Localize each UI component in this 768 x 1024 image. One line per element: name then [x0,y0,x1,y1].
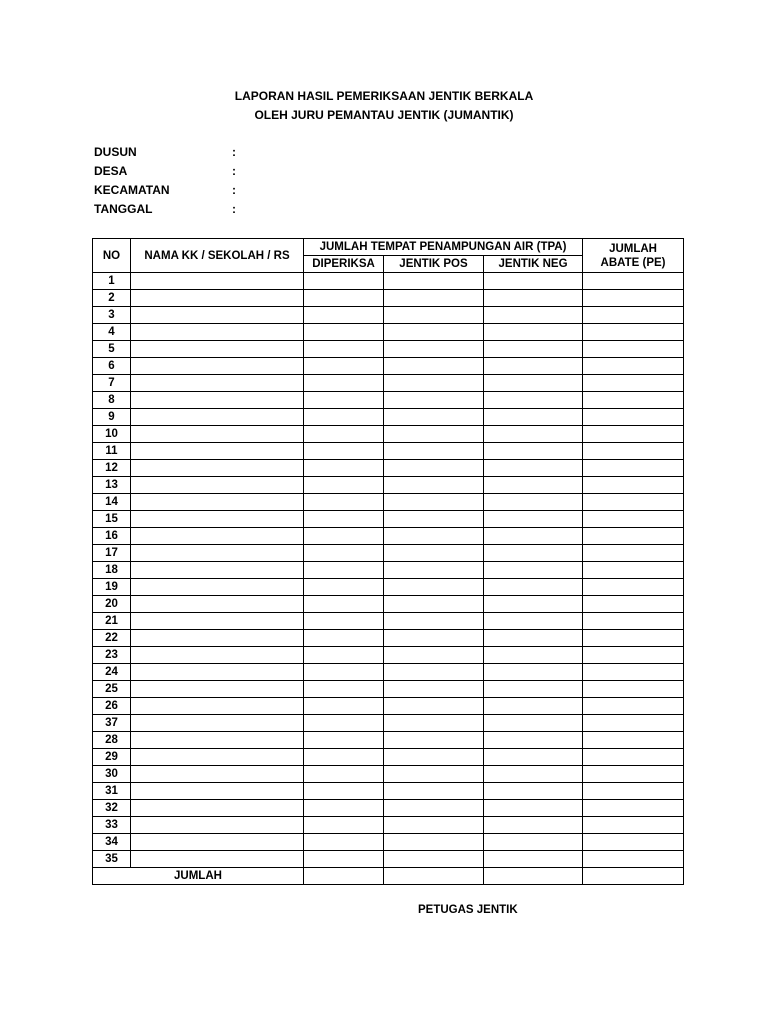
entry-cell[interactable] [131,613,304,630]
entry-cell[interactable] [304,307,384,324]
entry-cell[interactable] [131,409,304,426]
table-row [93,392,684,409]
entry-cell[interactable] [484,817,583,834]
row-number: 10 [93,426,131,443]
total-row [93,868,684,885]
entry-cell[interactable] [583,273,684,290]
entry-cell[interactable] [304,324,384,341]
entry-cell[interactable] [304,817,384,834]
row-number: 26 [93,698,131,715]
entry-cell[interactable] [583,596,684,613]
entry-cell[interactable] [484,800,583,817]
header-jentik-neg: JENTIK NEG [484,256,583,273]
entry-cell[interactable] [583,341,684,358]
row-number: 11 [93,443,131,460]
entry-cell[interactable] [484,681,583,698]
table-row [93,358,684,375]
row-number: 8 [93,392,131,409]
entry-cell[interactable] [583,647,684,664]
entry-cell[interactable] [384,698,484,715]
entry-cell[interactable] [131,426,304,443]
entry-cell[interactable] [304,715,384,732]
entry-cell[interactable] [384,528,484,545]
entry-cell[interactable] [131,324,304,341]
entry-cell[interactable] [304,783,384,800]
entry-cell[interactable] [583,732,684,749]
entry-cell[interactable] [583,477,684,494]
table-row [93,273,684,290]
entry-cell[interactable] [484,766,583,783]
entry-cell[interactable] [304,630,384,647]
entry-cell[interactable] [583,443,684,460]
table-row [93,494,684,511]
row-number: 20 [93,596,131,613]
table-row [93,698,684,715]
entry-cell[interactable] [583,800,684,817]
row-number: 32 [93,800,131,817]
entry-cell[interactable] [304,647,384,664]
entry-cell[interactable] [583,545,684,562]
entry-cell[interactable] [583,834,684,851]
entry-cell[interactable] [484,579,583,596]
entry-cell[interactable] [384,358,484,375]
entry-cell[interactable] [131,511,304,528]
entry-cell[interactable] [304,511,384,528]
entry-cell[interactable] [304,409,384,426]
table-row [93,545,684,562]
row-number: 30 [93,766,131,783]
entry-cell[interactable] [304,443,384,460]
field-colon: : [232,145,236,159]
table-row [93,579,684,596]
table-row [93,851,684,868]
entry-cell[interactable] [304,341,384,358]
entry-cell[interactable] [583,664,684,681]
entry-cell[interactable] [131,494,304,511]
total-cell [484,868,583,885]
table-row [93,511,684,528]
entry-cell[interactable] [583,409,684,426]
entry-cell[interactable] [384,494,484,511]
table-row [93,664,684,681]
entry-cell[interactable] [384,443,484,460]
table-row [93,562,684,579]
entry-cell[interactable] [131,749,304,766]
row-number: 31 [93,783,131,800]
entry-cell[interactable] [484,783,583,800]
entry-cell[interactable] [304,732,384,749]
entry-cell[interactable] [131,732,304,749]
entry-cell[interactable] [583,324,684,341]
header-nama: NAMA KK / SEKOLAH / RS [131,239,304,273]
entry-cell[interactable] [484,324,583,341]
entry-cell[interactable] [384,562,484,579]
entry-cell[interactable] [583,290,684,307]
entry-cell[interactable] [583,562,684,579]
entry-cell[interactable] [583,392,684,409]
entry-cell[interactable] [384,800,484,817]
report-title-line-1: LAPORAN HASIL PEMERIKSAAN JENTIK BERKALA [234,89,534,103]
signature-label: PETUGAS JENTIK [418,904,518,916]
field-colon: : [232,202,236,216]
header-diperiksa: DIPERIKSA [304,256,384,273]
total-label: JUMLAH [93,868,304,885]
entry-cell[interactable] [131,358,304,375]
entry-cell[interactable] [304,749,384,766]
entry-cell[interactable] [384,817,484,834]
entry-cell[interactable] [384,307,484,324]
entry-cell[interactable] [304,664,384,681]
entry-cell[interactable] [304,579,384,596]
table-row [93,528,684,545]
entry-cell[interactable] [583,630,684,647]
entry-cell[interactable] [304,834,384,851]
entry-cell[interactable] [384,749,484,766]
entry-cell[interactable] [131,630,304,647]
entry-cell[interactable] [583,749,684,766]
entry-cell[interactable] [583,681,684,698]
entry-cell[interactable] [304,392,384,409]
entry-cell[interactable] [384,681,484,698]
table-row [93,426,684,443]
table-row [93,375,684,392]
entry-cell[interactable] [583,528,684,545]
entry-cell[interactable] [131,800,304,817]
entry-cell[interactable] [484,307,583,324]
entry-cell[interactable] [583,715,684,732]
entry-cell[interactable] [484,715,583,732]
table-row [93,749,684,766]
entry-cell[interactable] [384,392,484,409]
entry-cell[interactable] [384,324,484,341]
entry-cell[interactable] [583,358,684,375]
entry-cell[interactable] [384,341,484,358]
entry-cell[interactable] [131,290,304,307]
entry-cell[interactable] [131,766,304,783]
entry-cell[interactable] [484,630,583,647]
entry-cell[interactable] [131,817,304,834]
entry-cell[interactable] [131,562,304,579]
entry-cell[interactable] [304,290,384,307]
entry-cell[interactable] [583,613,684,630]
entry-cell[interactable] [583,698,684,715]
entry-cell[interactable] [304,613,384,630]
entry-cell[interactable] [384,290,484,307]
entry-cell[interactable] [583,511,684,528]
entry-cell[interactable] [131,596,304,613]
entry-cell[interactable] [131,341,304,358]
entry-cell[interactable] [304,426,384,443]
entry-cell[interactable] [131,647,304,664]
entry-cell[interactable] [583,817,684,834]
entry-cell[interactable] [131,783,304,800]
total-cell [304,868,384,885]
entry-cell[interactable] [384,851,484,868]
entry-cell[interactable] [131,477,304,494]
entry-cell[interactable] [304,375,384,392]
entry-cell[interactable] [583,307,684,324]
row-number: 33 [93,817,131,834]
row-number: 21 [93,613,131,630]
table-row [93,460,684,477]
entry-cell[interactable] [384,715,484,732]
entry-cell[interactable] [131,664,304,681]
entry-cell[interactable] [583,766,684,783]
row-number: 9 [93,409,131,426]
entry-cell[interactable] [384,647,484,664]
entry-cell[interactable] [583,851,684,868]
entry-cell[interactable] [484,664,583,681]
row-number: 34 [93,834,131,851]
entry-cell[interactable] [131,698,304,715]
entry-cell[interactable] [304,477,384,494]
entry-cell[interactable] [304,273,384,290]
entry-cell[interactable] [131,715,304,732]
entry-cell[interactable] [384,664,484,681]
table-row [93,630,684,647]
entry-cell[interactable] [304,460,384,477]
entry-cell[interactable] [304,596,384,613]
entry-cell[interactable] [484,443,583,460]
table-row [93,341,684,358]
entry-cell[interactable] [304,681,384,698]
entry-cell[interactable] [484,358,583,375]
row-number: 1 [93,273,131,290]
entry-cell[interactable] [583,494,684,511]
entry-cell[interactable] [583,579,684,596]
row-number: 24 [93,664,131,681]
entry-cell[interactable] [131,273,304,290]
row-number: 14 [93,494,131,511]
row-number: 28 [93,732,131,749]
entry-cell[interactable] [484,613,583,630]
entry-cell[interactable] [484,426,583,443]
header-abate-line-2: ABATE (PE) [600,256,666,269]
entry-cell[interactable] [384,732,484,749]
row-number: 13 [93,477,131,494]
entry-cell[interactable] [131,851,304,868]
entry-cell[interactable] [484,647,583,664]
row-number: 2 [93,290,131,307]
entry-cell[interactable] [583,460,684,477]
entry-cell[interactable] [484,528,583,545]
entry-cell[interactable] [484,562,583,579]
entry-cell[interactable] [484,392,583,409]
row-number: 7 [93,375,131,392]
row-number: 25 [93,681,131,698]
row-number: 3 [93,307,131,324]
header-abate [583,239,684,273]
entry-cell[interactable] [304,358,384,375]
entry-cell[interactable] [131,834,304,851]
entry-cell[interactable] [384,783,484,800]
field-label: DUSUN [94,145,137,159]
entry-cell[interactable] [131,443,304,460]
field-colon: : [232,183,236,197]
entry-cell[interactable] [484,545,583,562]
table-row [93,409,684,426]
entry-cell[interactable] [484,341,583,358]
report-title-line-2: OLEH JURU PEMANTAU JENTIK (JUMANTIK) [254,108,514,122]
entry-cell[interactable] [484,375,583,392]
entry-cell[interactable] [384,375,484,392]
field-colon: : [232,164,236,178]
entry-cell[interactable] [131,579,304,596]
entry-cell[interactable] [131,307,304,324]
table-row [93,290,684,307]
entry-cell[interactable] [484,732,583,749]
entry-cell[interactable] [384,460,484,477]
entry-cell[interactable] [583,375,684,392]
table-row [93,800,684,817]
table-row [93,834,684,851]
table-row [93,307,684,324]
table-body [93,273,684,868]
entry-cell[interactable] [484,698,583,715]
entry-cell[interactable] [304,766,384,783]
row-number: 18 [93,562,131,579]
table-row [93,817,684,834]
field-label: TANGGAL [94,202,153,216]
entry-cell[interactable] [384,766,484,783]
entry-cell[interactable] [484,273,583,290]
header-abate-line-1: JUMLAH [609,242,657,255]
entry-cell[interactable] [583,783,684,800]
entry-cell[interactable] [304,851,384,868]
row-number: 4 [93,324,131,341]
entry-cell[interactable] [384,273,484,290]
table-row [93,766,684,783]
table-row [93,324,684,341]
table-row [93,477,684,494]
row-number: 35 [93,851,131,868]
row-number: 17 [93,545,131,562]
table-row [93,715,684,732]
table-row [93,732,684,749]
entry-cell[interactable] [131,545,304,562]
entry-cell[interactable] [484,834,583,851]
entry-cell[interactable] [304,528,384,545]
total-cell [384,868,484,885]
table-row [93,443,684,460]
row-number: 23 [93,647,131,664]
entry-cell[interactable] [131,460,304,477]
header-no: NO [93,239,131,273]
header-tpa-group: JUMLAH TEMPAT PENAMPUNGAN AIR (TPA) [304,239,583,256]
entry-cell[interactable] [484,290,583,307]
entry-cell[interactable] [484,511,583,528]
table-row [93,681,684,698]
header-jentik-pos: JENTIK POS [384,256,484,273]
table-row [93,596,684,613]
field-label: KECAMATAN [94,183,170,197]
row-number: 12 [93,460,131,477]
entry-cell[interactable] [304,545,384,562]
entry-cell[interactable] [384,545,484,562]
entry-cell[interactable] [304,698,384,715]
entry-cell[interactable] [484,494,583,511]
table-row [93,613,684,630]
row-number: 6 [93,358,131,375]
entry-cell[interactable] [484,851,583,868]
entry-cell[interactable] [583,426,684,443]
row-number: 5 [93,341,131,358]
entry-cell[interactable] [384,834,484,851]
entry-cell[interactable] [384,596,484,613]
entry-cell[interactable] [304,800,384,817]
entry-cell[interactable] [131,528,304,545]
entry-cell[interactable] [304,562,384,579]
entry-cell[interactable] [384,630,484,647]
row-number: 15 [93,511,131,528]
entry-cell[interactable] [384,409,484,426]
row-number: 22 [93,630,131,647]
entry-cell[interactable] [484,596,583,613]
entry-cell[interactable] [484,477,583,494]
field-label: DESA [94,164,128,178]
table-row [93,647,684,664]
entry-cell[interactable] [484,749,583,766]
entry-cell[interactable] [384,426,484,443]
entry-cell[interactable] [384,613,484,630]
table-row [93,783,684,800]
inspection-table [92,238,684,885]
total-cell [583,868,684,885]
entry-cell[interactable] [484,409,583,426]
entry-cell[interactable] [304,494,384,511]
entry-cell[interactable] [484,460,583,477]
row-number: 37 [93,715,131,732]
entry-cell[interactable] [131,681,304,698]
entry-cell[interactable] [384,511,484,528]
row-number: 19 [93,579,131,596]
row-number: 16 [93,528,131,545]
entry-cell[interactable] [384,477,484,494]
row-number: 29 [93,749,131,766]
entry-cell[interactable] [131,375,304,392]
entry-cell[interactable] [131,392,304,409]
entry-cell[interactable] [384,579,484,596]
